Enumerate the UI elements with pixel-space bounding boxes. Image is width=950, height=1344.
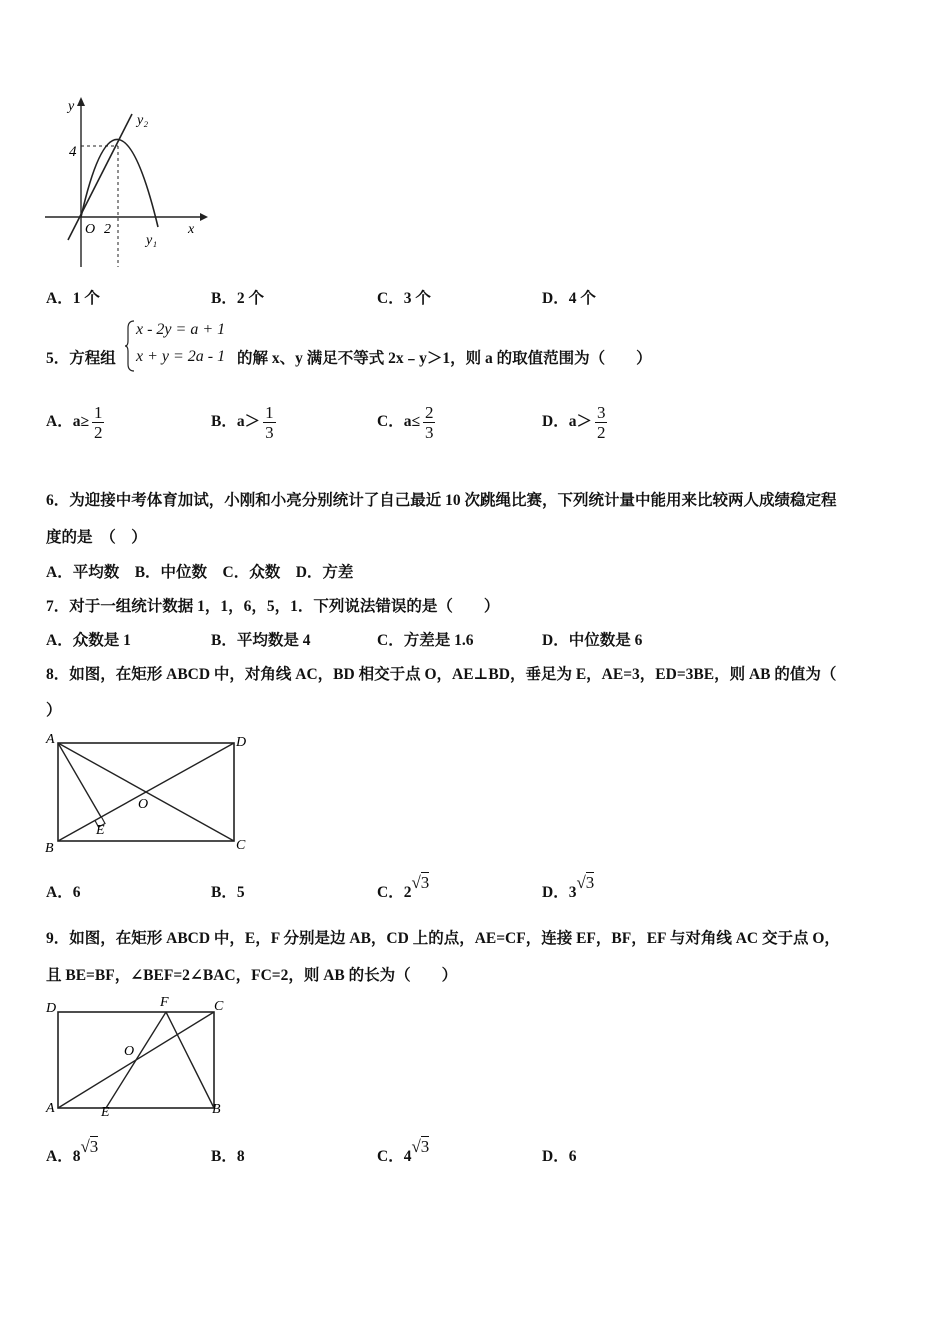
q4-y-axis-label: y <box>68 99 75 114</box>
q4-parabola-figure <box>40 92 210 272</box>
q5-suffix: 的解 x、y 满足不等式 2x﹣y＞1，则 a 的取值范围为（ ） <box>237 350 652 367</box>
q8-option-c-label: C．2 <box>377 884 412 901</box>
q5-option-d <box>542 403 607 442</box>
q8-rectangle-figure <box>40 728 260 856</box>
q8-label-e: E <box>96 823 105 838</box>
q5-option-a <box>46 403 104 442</box>
q5-equation-1: x - 2y = a + 1 <box>136 321 226 338</box>
q9-line-1: 9．如图，在矩形 ABCD 中，E，F 分别是边 AB，CD 上的点，AE=CF，连接 EF，BF，EF 与对角线 AC 交于点 O， <box>46 930 840 947</box>
q4-origin-label: O <box>85 222 96 237</box>
q5-option-c-den: 3 <box>424 423 434 442</box>
q8-option-d-radicand: 3 <box>585 873 595 892</box>
q8-label-c: C <box>236 838 246 853</box>
q7-option-d: D．中位数是 6 <box>542 632 643 649</box>
q8-label-b: B <box>45 841 54 856</box>
q4-val2-label: 2 <box>104 222 111 237</box>
q5-option-d-num: 3 <box>596 403 606 422</box>
q8-option-c: C．2√3 <box>377 873 430 901</box>
q5-option-c <box>377 403 435 442</box>
q8-line-1: 8．如图，在矩形 ABCD 中，对角线 AC，BD 相交于点 O，AE⊥BD，垂足为 E，AE=3，ED=3BE，则 AB 的值为（ <box>46 666 837 683</box>
q9-option-c-label: C．4 <box>377 1148 412 1165</box>
q9-label-o: O <box>124 1044 135 1059</box>
q4-y2-label: y₂ <box>137 113 149 128</box>
q9-option-b: B．8 <box>211 1148 245 1165</box>
q5-equation-2: x + y = 2a - 1 <box>136 348 226 365</box>
q5-option-a-num: 1 <box>93 403 103 422</box>
q7-option-c: C．方差是 1.6 <box>377 632 474 649</box>
q5-option-c-label: C．a≤ <box>377 413 420 431</box>
q9-option-d: D．6 <box>542 1148 577 1165</box>
q9-label-a: A <box>46 1101 55 1116</box>
q5-system-brace <box>124 320 136 372</box>
q4-option-b: B．2 个 <box>211 290 264 307</box>
q8-option-d: D．3√3 <box>542 873 595 901</box>
q6-line-2: 度的是 （ ） <box>46 529 147 546</box>
q9-label-d: D <box>46 1001 57 1016</box>
q7-question: 7．对于一组统计数据 1，1，6，5，1．下列说法错误的是（ ） <box>46 598 500 615</box>
q9-line-2: 且 BE=BF，∠BEF=2∠BAC，FC=2，则 AB 的长为（ ） <box>46 967 458 984</box>
q8-label-o: O <box>138 797 149 812</box>
q8-option-d-label: D．3 <box>542 884 577 901</box>
q4-y1-label: y₁ <box>146 233 158 248</box>
q9-option-a-label: A．8 <box>46 1148 81 1165</box>
q4-val4-label: 4 <box>69 144 77 160</box>
q4-option-d: D．4 个 <box>542 290 596 307</box>
q7-option-a: A．众数是 1 <box>46 632 131 649</box>
q4-option-c: C．3 个 <box>377 290 431 307</box>
q9-label-e: E <box>101 1105 110 1120</box>
q9-label-f: F <box>160 995 169 1010</box>
q5-prefix: 5．方程组 <box>46 350 116 367</box>
q9-rectangle-figure <box>40 992 240 1120</box>
q5-option-d-den: 2 <box>596 423 606 442</box>
q5-option-b <box>211 403 276 442</box>
q8-label-a: A <box>46 732 55 747</box>
q9-option-c: C．4√3 <box>377 1137 430 1165</box>
q5-option-b-den: 3 <box>265 423 274 442</box>
q5-option-b-num: 1 <box>265 403 274 422</box>
q7-option-b: B．平均数是 4 <box>211 632 311 649</box>
q5-option-c-num: 2 <box>424 403 434 422</box>
q9-option-a: A．8√3 <box>46 1137 99 1165</box>
q5-option-a-den: 2 <box>93 423 103 442</box>
q5-option-a-label: A．a≥ <box>46 413 89 431</box>
q4-option-a: A．1 个 <box>46 290 100 307</box>
q5-option-d-label: D．a＞ <box>542 413 592 431</box>
q8-line-2: ） <box>46 702 62 719</box>
q9-label-b: B <box>212 1102 221 1117</box>
q8-option-b: B．5 <box>211 884 245 901</box>
q8-option-c-radicand: 3 <box>420 873 430 892</box>
q8-label-d: D <box>236 735 247 750</box>
q9-option-a-radicand: 3 <box>89 1137 99 1156</box>
q8-option-a: A．6 <box>46 884 81 901</box>
q9-option-c-radicand: 3 <box>420 1137 430 1156</box>
q9-label-c: C <box>214 999 224 1014</box>
q6-line-1: 6．为迎接中考体育加试，小刚和小亮分别统计了自己最近 10 次跳绳比赛，下列统计量中能用来比较两人成绩稳定程 <box>46 492 837 509</box>
q4-x-axis-label: x <box>188 222 195 237</box>
q5-option-b-label: B．a＞ <box>211 413 261 431</box>
q6-options: A．平均数 B．中位数 C．众数 D．方差 <box>46 564 354 581</box>
